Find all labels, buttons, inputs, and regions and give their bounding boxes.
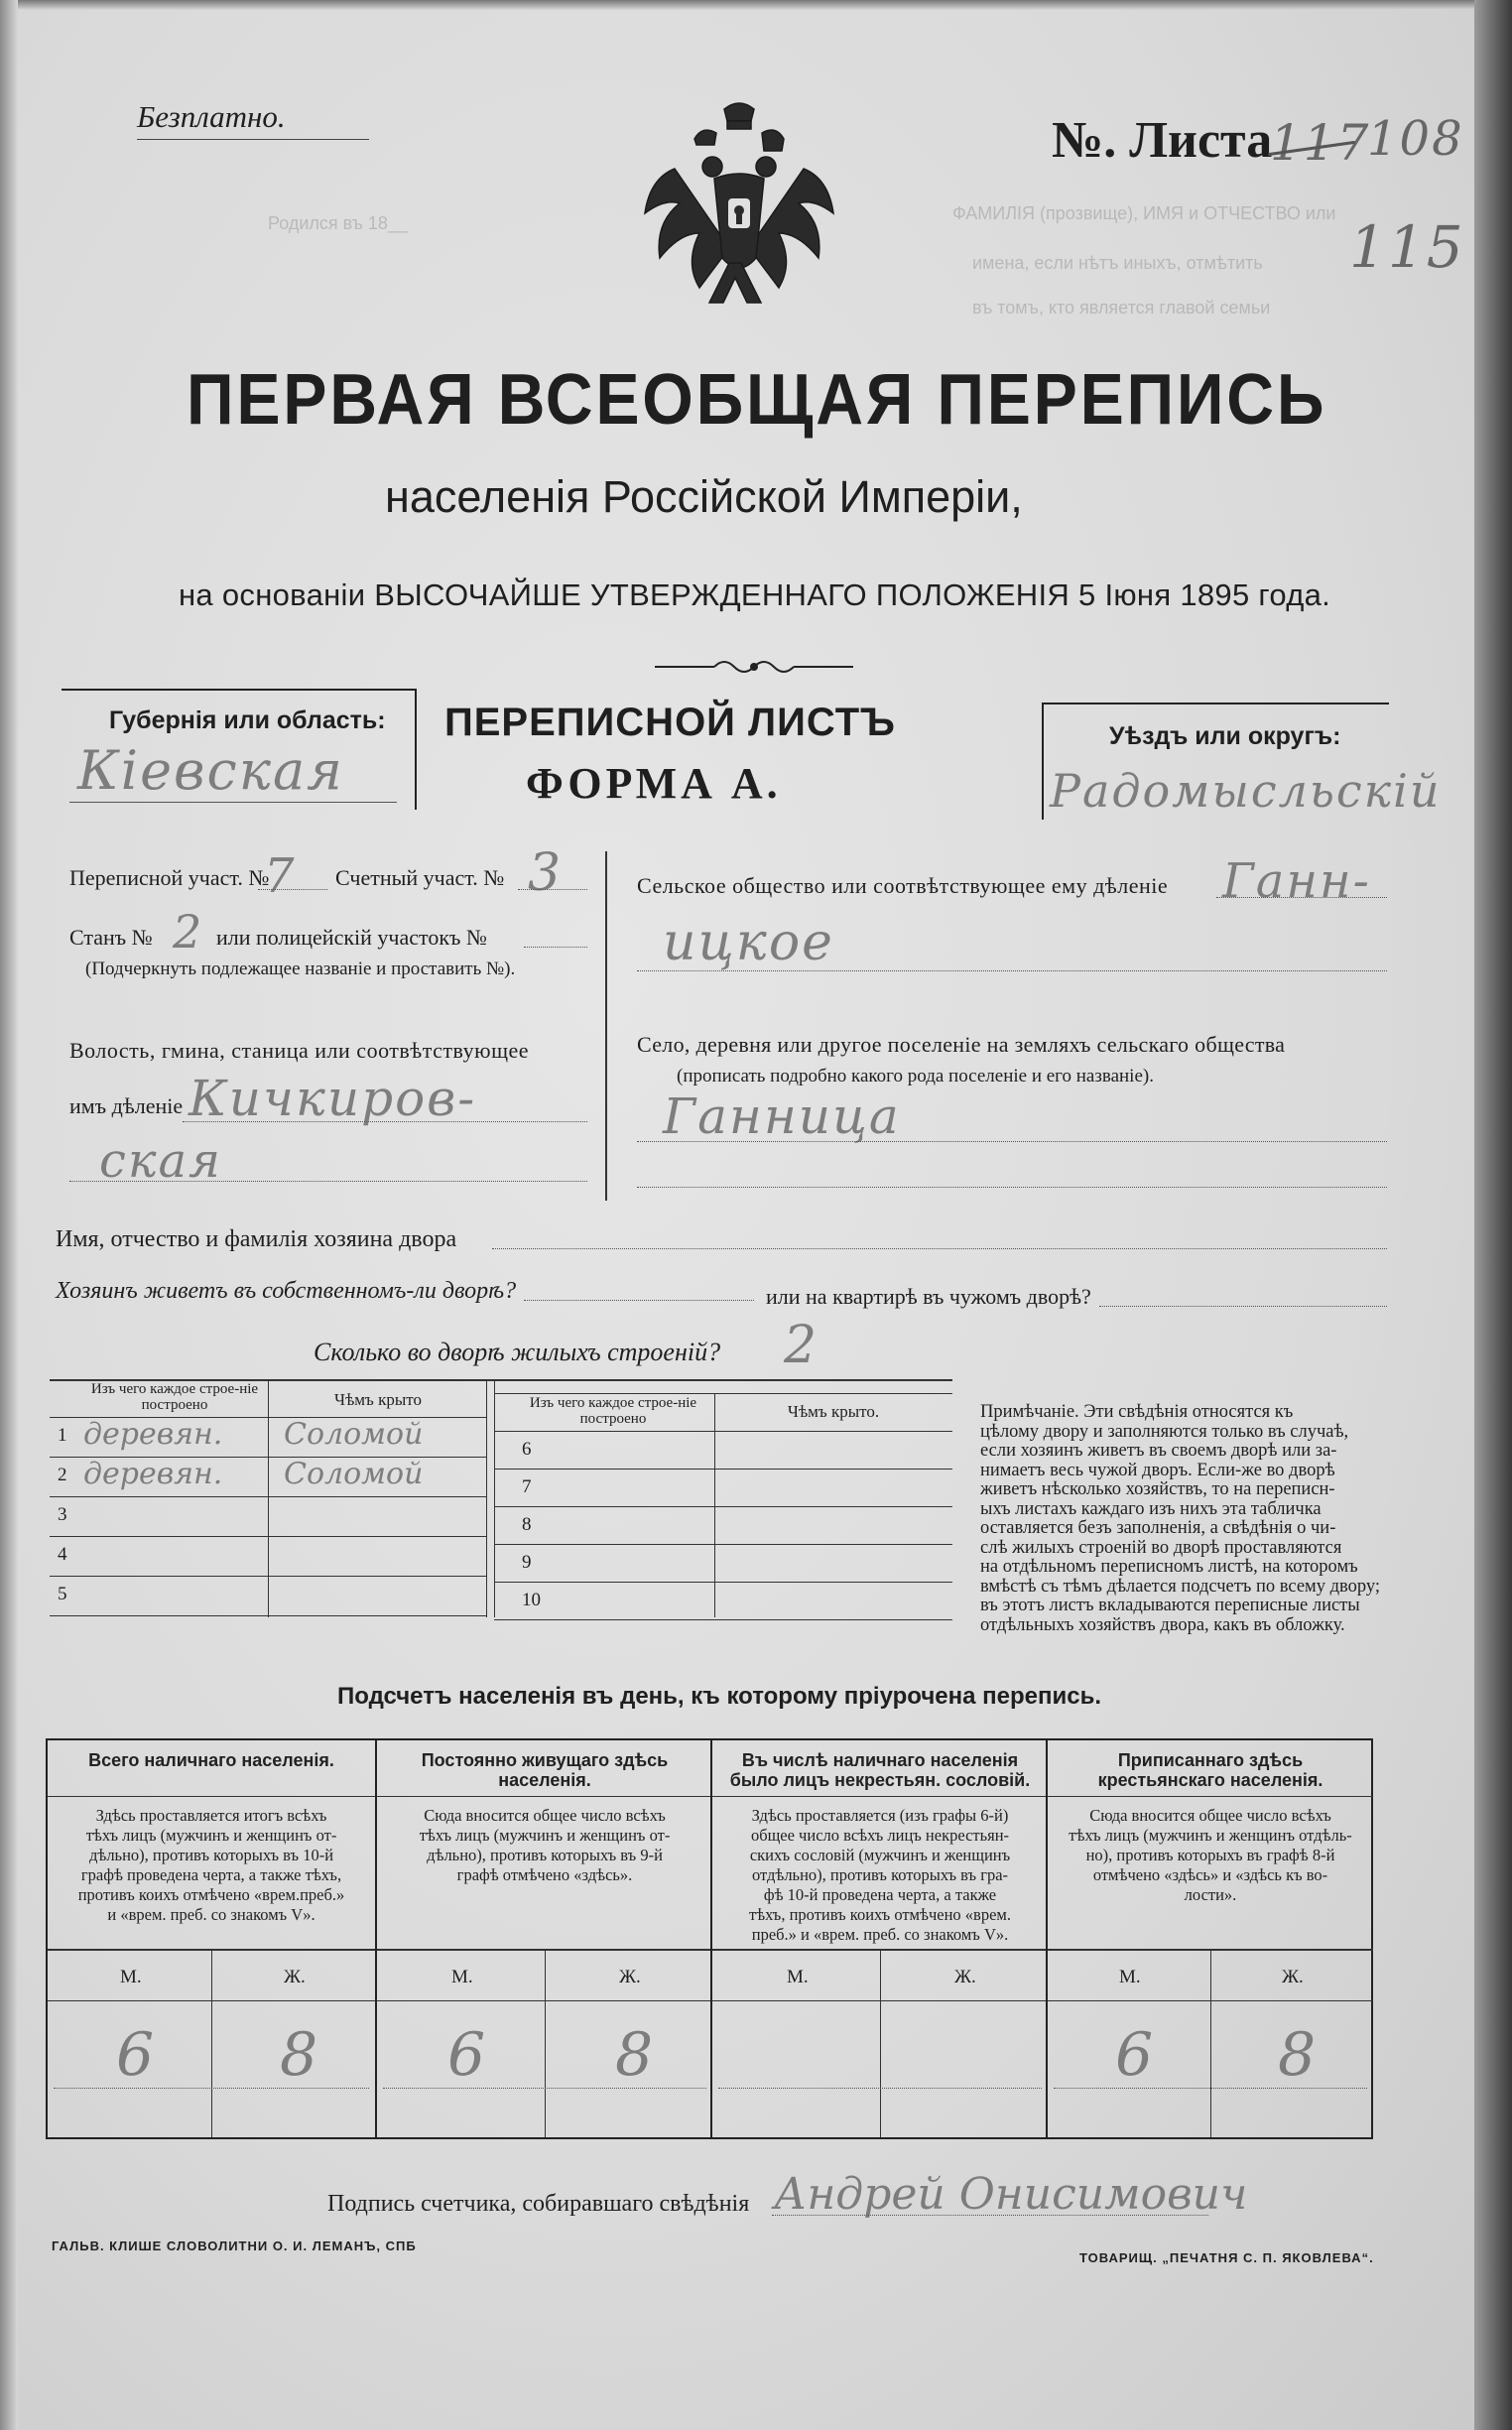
- row-number: 2: [58, 1465, 67, 1485]
- row-number: 5: [58, 1584, 67, 1604]
- census-section-label: Переписной участ. №: [69, 865, 270, 890]
- buildings-row: [50, 1536, 486, 1576]
- population-column-title: Постоянно живущаго здѣсь населенія.: [421, 1750, 669, 1790]
- population-desc-line: но), противъ которыхъ въ графѣ 8-й: [1085, 1846, 1335, 1864]
- note-line: слѣ жилыхъ строеній во дворѣ проставляются: [980, 1538, 1342, 1558]
- population-desc-line: тѣхъ лицъ (мужчинъ и женщинъ от-: [419, 1826, 671, 1845]
- volost-label-2: имъ дѣленіе: [69, 1093, 184, 1118]
- population-desc-line: и «врем. преб. со знакомъ V».: [107, 1905, 315, 1924]
- buildings-value[interactable]: 2: [784, 1316, 819, 1375]
- printer-right: ТОВАРИЩ. „ПЕЧАТНЯ С. П. ЯКОВЛЕВА“.: [1079, 2250, 1374, 2265]
- own-yard-line: [524, 1300, 754, 1301]
- imperial-eagle-icon: [635, 99, 843, 327]
- bleed-through: въ томъ, кто является главой семьи: [972, 298, 1271, 318]
- row-material[interactable]: деревян.: [83, 1457, 223, 1491]
- col-material-header: Изъ чего каждое строе-ніе построено: [90, 1381, 259, 1413]
- population-table: [46, 1738, 1373, 2139]
- note-line: если хозяинъ живетъ въ своемъ дворѣ или за-: [980, 1442, 1337, 1461]
- fields-divider: [605, 851, 607, 1201]
- page-edge-right: [1474, 0, 1512, 2430]
- stan-value[interactable]: 2: [173, 905, 204, 959]
- population-desc-line: преб.» и «врем. преб. со знакомъ V».: [751, 1925, 1009, 1944]
- sheet-number-value-2: 108: [1367, 111, 1464, 167]
- police-line: [524, 947, 587, 948]
- male-label: М.: [787, 1967, 809, 1987]
- row-number: 6: [522, 1439, 532, 1460]
- note-line: въ этотъ листъ вкладываются переписные листы: [980, 1597, 1360, 1615]
- col-roof-header: Чѣмъ крыто: [334, 1390, 422, 1409]
- population-desc-line: тѣхъ лицъ (мужчинъ и женщинъ отдѣль-: [1069, 1826, 1352, 1845]
- volost-line-2: [69, 1181, 587, 1182]
- police-label: или полицейскій участокъ №: [216, 925, 487, 950]
- row-number: 10: [522, 1590, 541, 1610]
- buildings-label: Сколько во дворѣ жилыхъ строеній?: [314, 1338, 721, 1366]
- village-line-1: [637, 1141, 1387, 1142]
- population-desc-line: отмѣчено «здѣсь» и «здѣсь къ во-: [1092, 1865, 1328, 1884]
- col-material-right-header: Изъ чего каждое строе-ніе построено: [529, 1395, 697, 1427]
- volost-line-1: [183, 1121, 587, 1122]
- note-line: Примѣчаніе. Эти свѣдѣнія относятся къ: [980, 1403, 1294, 1422]
- female-label: Ж.: [954, 1967, 976, 1987]
- village-label: Село, деревня или другое поселеніе на земляхъ сельскаго общества: [637, 1032, 1286, 1057]
- row-number: 4: [58, 1544, 67, 1565]
- note-line: на отдѣльномъ переписномъ листѣ, на которомъ: [980, 1558, 1358, 1577]
- population-column: [710, 1740, 1048, 2137]
- sheet-number-value-3: 115: [1349, 213, 1465, 281]
- note-line: отдѣльныхъ хозяйствъ двора, какъ въ обложку.: [980, 1615, 1345, 1635]
- page-edge-top: [0, 0, 1512, 10]
- row-number: 1: [58, 1425, 67, 1446]
- document-title: ПЕРВАЯ ВСЕОБЩАЯ ПЕРЕПИСЬ: [187, 360, 1327, 440]
- female-label: Ж.: [619, 1967, 641, 1987]
- note-line: цѣлому двору и заполняются только въ случаѣ,: [980, 1422, 1349, 1442]
- population-column-title: Приписаннаго здѣсь крестьянскаго населенія.: [1097, 1750, 1323, 1790]
- free-underline: [137, 139, 369, 140]
- female-count[interactable]: 8: [280, 2020, 318, 2090]
- row-roof[interactable]: Соломой: [284, 1457, 424, 1491]
- sheet-number-label: №. Листа: [1052, 112, 1273, 169]
- census-section-line: [258, 889, 327, 890]
- printer-left: ГАЛЬВ. КЛИШЕ СЛОВОЛИТНИ О. И. ЛЕМАНЪ, СПБ: [52, 2238, 417, 2253]
- page-edge-left: [0, 0, 18, 2430]
- rented-line: [1099, 1306, 1387, 1307]
- count-section-value[interactable]: 3: [528, 843, 564, 903]
- col-roof-right-header: Чѣмъ крыто.: [787, 1402, 880, 1421]
- volost-value-2[interactable]: ская: [99, 1133, 222, 1189]
- society-label: Сельское общество или соотвѣтствующее ему дѣленіе: [637, 873, 1169, 898]
- population-desc-line: скихъ сословій (мужчинъ и женщинъ: [749, 1846, 1011, 1864]
- population-column: [48, 1740, 375, 2137]
- male-count[interactable]: 6: [447, 2020, 486, 2090]
- buildings-row-right: [494, 1506, 952, 1544]
- row-number: 9: [522, 1552, 532, 1573]
- population-desc-line: противъ коихъ отмѣчено «врем.преб.»: [77, 1885, 345, 1904]
- population-desc-line: Здѣсь проставляется (изъ графы 6-й): [751, 1806, 1009, 1825]
- note-line: вмѣстѣ съ тѣмъ дѣлается подсчетъ по всему двору;: [980, 1577, 1381, 1597]
- population-desc-line: тѣхъ, противъ коихъ отмѣчено «врем.: [749, 1905, 1011, 1924]
- male-label: М.: [451, 1967, 473, 1987]
- note-line: нимаетъ весь чужой дворъ. Если-же во дворѣ: [980, 1461, 1335, 1480]
- female-label: Ж.: [1282, 1967, 1304, 1987]
- document-basis: на основаніи ВЫСОЧАЙШЕ УТВЕРЖДЕННАГО ПОЛОЖЕНІЯ 5 Іюня 1895 года.: [179, 577, 1331, 612]
- buildings-row: [50, 1417, 486, 1457]
- row-number: 8: [522, 1514, 532, 1535]
- buildings-row: [50, 1457, 486, 1496]
- note-block: [980, 1403, 1387, 1635]
- buildings-table: [50, 1379, 952, 1617]
- uezd-value[interactable]: Радомысльскій: [1050, 764, 1442, 818]
- population-desc-line: графѣ отмѣчено «здѣсь».: [456, 1865, 633, 1884]
- row-number: 3: [58, 1504, 67, 1525]
- population-desc-line: Сюда вносится общее число всѣхъ: [1089, 1806, 1331, 1825]
- row-material[interactable]: деревян.: [83, 1417, 223, 1452]
- volost-label-1: Волость, гмина, станица или соотвѣтствующее: [69, 1038, 530, 1063]
- ornament-divider-icon: [655, 655, 853, 679]
- society-value-1[interactable]: Ганн-: [1222, 853, 1371, 909]
- gubernia-value[interactable]: Кіевская: [77, 739, 344, 802]
- female-count[interactable]: 8: [1278, 2020, 1317, 2090]
- village-value[interactable]: Ганница: [663, 1087, 901, 1145]
- population-desc-line: тѣхъ лицъ (мужчинъ и женщинъ от-: [85, 1826, 337, 1845]
- population-column: [375, 1740, 712, 2137]
- village-note: (прописать подробно какого рода поселеніе и его названіе).: [677, 1066, 1154, 1087]
- population-desc-line: Сюда вносится общее число всѣхъ: [424, 1806, 666, 1825]
- bleed-through: Родился въ 18__: [268, 213, 408, 233]
- row-number: 7: [522, 1476, 532, 1497]
- bleed-through: имена, если нѣтъ иныхъ, отмѣтить: [972, 253, 1263, 273]
- volost-value-1[interactable]: Кичкиров-: [189, 1070, 477, 1127]
- buildings-row: [50, 1576, 486, 1615]
- buildings-row: [50, 1496, 486, 1536]
- count-section-line: [518, 889, 587, 890]
- gubernia-line: [69, 802, 397, 803]
- population-desc-line: отдѣльно), противъ которыхъ въ гра-: [751, 1865, 1009, 1884]
- population-desc-line: фѣ 10-й проведена черта, а также: [763, 1885, 997, 1904]
- signature-value[interactable]: Андрей Онисимович: [774, 2169, 1248, 2220]
- owner-label: Имя, отчество и фамилія хозяина двора: [56, 1226, 457, 1252]
- bleed-through: ФАМИЛІЯ (прозвище), ИМЯ и ОТЧЕСТВО или: [952, 203, 1336, 223]
- document-subtitle: населенія Россійской Имперіи,: [385, 471, 1023, 522]
- owner-line: [492, 1248, 1387, 1249]
- sheet-number-value-crossed: 117: [1270, 114, 1371, 172]
- population-desc-line: дѣльно), противъ которыхъ въ 10-й: [88, 1846, 334, 1864]
- population-desc-line: дѣльно), противъ которыхъ въ 9-й: [427, 1846, 663, 1864]
- rented-label: или на квартирѣ въ чужомъ дворѣ?: [766, 1284, 1091, 1309]
- stan-note: (Подчеркнуть подлежащее названіе и проставить №).: [85, 959, 516, 979]
- buildings-row-right: [494, 1582, 952, 1619]
- society-line-1: [1216, 897, 1387, 898]
- population-column-title: Въ числѣ наличнаго населенія было лицъ некрестьян. сословій.: [729, 1750, 1031, 1790]
- buildings-row-right: [494, 1431, 952, 1469]
- form-name: ФОРМА А.: [526, 759, 782, 808]
- society-value-2[interactable]: ицкое: [663, 913, 834, 972]
- male-count[interactable]: 6: [1115, 2020, 1154, 2090]
- note-line: ыхъ листахъ каждаго изъ нихъ эта табличка: [980, 1499, 1322, 1519]
- note-line: оставляется безъ заполненія, а свѣдѣнія о чи-: [980, 1519, 1336, 1538]
- female-count[interactable]: 8: [615, 2020, 654, 2090]
- uezd-label: Уѣздъ или округъ:: [1109, 722, 1341, 750]
- stan-label: Станъ №: [69, 925, 153, 950]
- buildings-row-right: [494, 1544, 952, 1582]
- male-label: М.: [120, 1967, 142, 1987]
- own-yard-label: Хозяинъ живетъ въ собственномъ-ли дворѣ?: [56, 1278, 517, 1304]
- signature-label: Подпись счетчика, собиравшаго свѣдѣнія: [327, 2191, 750, 2217]
- male-count[interactable]: 6: [116, 2020, 155, 2090]
- population-desc-line: лости».: [1184, 1885, 1237, 1904]
- population-heading: Подсчетъ населенія въ день, къ которому пріурочена перепись.: [337, 1683, 1101, 1710]
- signature-line: [772, 2215, 1208, 2216]
- gubernia-label: Губернія или область:: [109, 706, 386, 734]
- free-label: Безплатно.: [137, 99, 286, 134]
- society-line-2: [637, 970, 1387, 971]
- female-label: Ж.: [284, 1967, 306, 1987]
- population-desc-line: графѣ проведена черта, а также тѣхъ,: [80, 1865, 342, 1884]
- population-desc-line: Здѣсь проставляется итогъ всѣхъ: [95, 1806, 327, 1825]
- form-title: ПЕРЕПИСНОЙ ЛИСТЪ: [444, 701, 896, 744]
- row-roof[interactable]: Соломой: [284, 1417, 424, 1452]
- count-section-label: Счетный участ. №: [335, 865, 505, 890]
- population-column-title: Всего наличнаго населенія.: [88, 1750, 334, 1770]
- buildings-row-right: [494, 1469, 952, 1506]
- population-desc-line: общее число всѣхъ лицъ некрестьян-: [750, 1826, 1010, 1845]
- population-column: [1046, 1740, 1373, 2137]
- village-line-2: [637, 1187, 1387, 1188]
- note-line: живетъ нѣсколько хозяйствъ, то на переписн-: [980, 1480, 1335, 1499]
- male-label: М.: [1119, 1967, 1141, 1987]
- census-section-value[interactable]: 7: [264, 848, 297, 904]
